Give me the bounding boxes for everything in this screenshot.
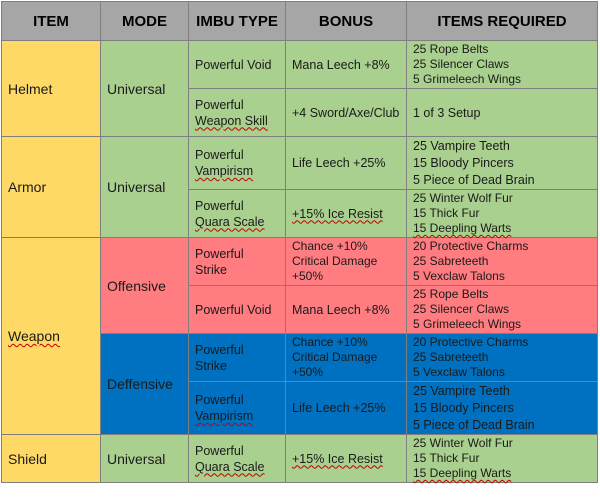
bonus-line: +50%: [292, 365, 324, 379]
mode-cell-armor: Universal: [101, 137, 189, 238]
mode-cell-offensive: Offensive: [101, 238, 189, 334]
required-item: 25 Vampire Teeth: [413, 138, 510, 153]
imbu-type-line: Powerful: [195, 393, 244, 407]
required-item: 15 Thick Fur: [413, 206, 480, 220]
required-item: 5 Vexclaw Talons: [413, 365, 505, 379]
imbu-type-line: Quara Scale: [195, 459, 265, 474]
bonus-cell: [286, 238, 407, 286]
required-item: 15 Bloody Pincers: [413, 400, 514, 415]
item-label-weapon: Weapon: [8, 328, 60, 344]
imbu-type-line: Powerful: [195, 246, 244, 261]
imbu-type-line: Vampirism: [195, 164, 254, 178]
bonus-text: +15% Ice Resist: [292, 451, 383, 466]
required-item: 15 Deepling Warts: [413, 466, 512, 480]
bonus-cell: [286, 334, 407, 382]
items-required-cell: [407, 286, 598, 334]
imbuement-table-container: [0, 1, 598, 496]
item-cell-armor: Armor: [2, 137, 101, 238]
items-required-cell: [407, 238, 598, 286]
required-item: 15 Bloody Pincers: [413, 155, 514, 170]
required-item: 25 Winter Wolf Fur: [413, 191, 513, 205]
required-item: 5 Grimeleech Wings: [413, 317, 522, 331]
imbu-type-line: Strike: [195, 262, 227, 277]
items-required-cell: [407, 382, 598, 435]
imbu-type-cell: [189, 238, 286, 286]
header-row: [2, 2, 598, 41]
bonus-text: +15% Ice Resist: [292, 206, 383, 221]
required-item: 15 Thick Fur: [413, 451, 480, 465]
imbu-type-line: Powerful: [195, 148, 244, 162]
items-required-cell: [407, 435, 598, 483]
imbu-type-line: Weapon Skill: [195, 113, 268, 128]
imbu-type-cell: [189, 382, 286, 435]
items-required-cell: [407, 41, 598, 89]
required-item: 25 Silencer Claws: [413, 302, 510, 316]
required-item: 25 Rope Belts: [413, 42, 489, 56]
imbu-type-line: Powerful: [195, 443, 244, 458]
header-imbu-type: IMBU TYPE: [189, 2, 286, 41]
bonus-line: Chance +10%: [292, 239, 368, 253]
header-item: ITEM: [2, 2, 101, 41]
imbu-type-cell: Powerful Void: [189, 41, 286, 89]
imbu-type-cell: Powerful Void: [189, 286, 286, 334]
imbu-type-line: Powerful: [195, 97, 244, 112]
required-item: 5 Piece of Dead Brain: [413, 172, 535, 187]
imbu-type-cell: [189, 435, 286, 483]
items-required-cell: [407, 190, 598, 238]
table-row: [2, 41, 598, 89]
imbuement-table: [1, 1, 598, 483]
bonus-cell: [286, 190, 407, 238]
required-item: 25 Sabreteeth: [413, 350, 489, 364]
imbu-type-line: Powerful: [195, 342, 244, 357]
imbu-type-cell: [189, 89, 286, 137]
items-required-cell: 1 of 3 Setup: [407, 89, 598, 137]
imbu-type-cell: [189, 137, 286, 190]
imbu-type-line: Quara Scale: [195, 214, 265, 229]
required-item: 25 Silencer Claws: [413, 57, 510, 71]
imbu-type-cell: [189, 334, 286, 382]
required-item: 25 Rope Belts: [413, 287, 489, 301]
imbu-type-line: Strike: [195, 358, 227, 373]
items-required-cell: [407, 334, 598, 382]
required-item: 20 Protective Charms: [413, 239, 529, 253]
header-bonus: BONUS: [286, 2, 407, 41]
table-row: [2, 238, 598, 286]
required-item: 25 Vampire Teeth: [413, 383, 510, 398]
bonus-cell: Mana Leech +8%: [286, 41, 407, 89]
bonus-cell: Mana Leech +8%: [286, 286, 407, 334]
bonus-cell: +4 Sword/Axe/Club: [286, 89, 407, 137]
required-item: 15 Deepling Warts: [413, 221, 512, 235]
table-row: [2, 137, 598, 190]
items-required-cell: [407, 137, 598, 190]
bonus-line: Chance +10%: [292, 335, 368, 349]
bonus-cell: Life Leech +25%: [286, 382, 407, 435]
imbu-type-cell: [189, 190, 286, 238]
bonus-cell: [286, 435, 407, 483]
bonus-cell: Life Leech +25%: [286, 137, 407, 190]
required-item: 5 Grimeleech Wings: [413, 72, 522, 86]
bonus-line: Critical Damage: [292, 350, 378, 364]
mode-cell-shield: Universal: [101, 435, 189, 483]
table-row: [2, 435, 598, 483]
required-item: 25 Winter Wolf Fur: [413, 436, 513, 450]
required-item: 20 Protective Charms: [413, 335, 529, 349]
header-items-required: ITEMS REQUIRED: [407, 2, 598, 41]
required-item: 5 Vexclaw Talons: [413, 269, 505, 283]
imbu-type-line: Powerful: [195, 198, 244, 213]
bonus-line: +50%: [292, 269, 324, 283]
item-cell-shield: Shield: [2, 435, 101, 483]
mode-cell-defensive: Deffensive: [101, 334, 189, 435]
item-cell-weapon: [2, 238, 101, 435]
header-mode: MODE: [101, 2, 189, 41]
mode-cell-helmet: Universal: [101, 41, 189, 137]
required-item: 5 Piece of Dead Brain: [413, 417, 535, 432]
bonus-line: Critical Damage: [292, 254, 378, 268]
required-item: 25 Sabreteeth: [413, 254, 489, 268]
item-cell-helmet: Helmet: [2, 41, 101, 137]
imbu-type-line: Vampirism: [195, 409, 254, 423]
